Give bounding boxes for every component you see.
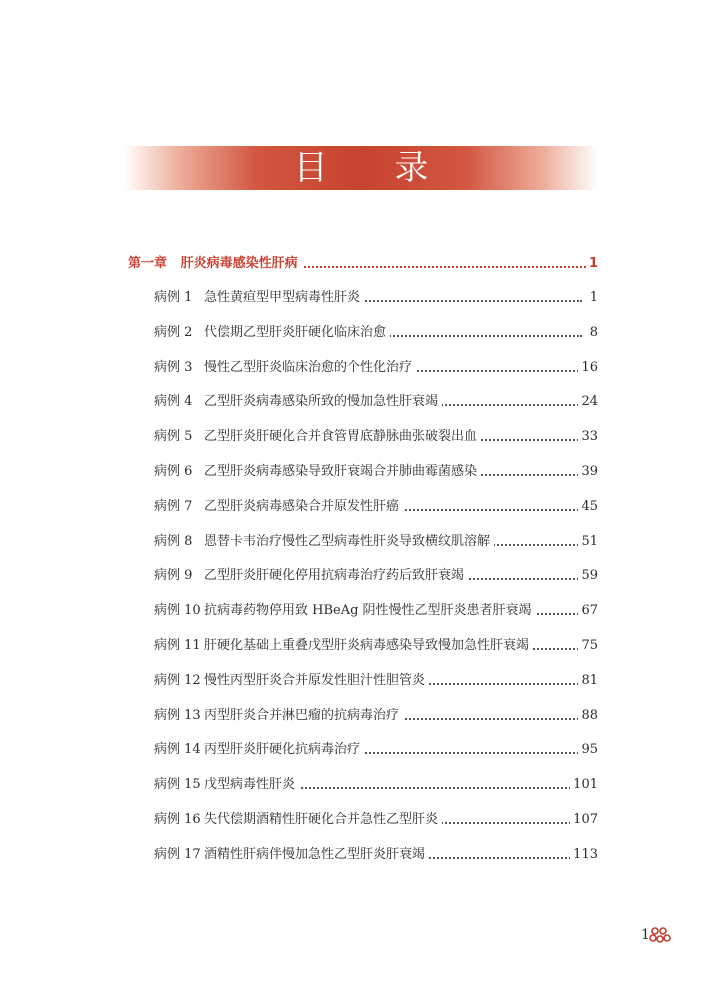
case-title: 乙型肝炎病毒感染所致的慢加急性肝衰竭: [204, 394, 439, 410]
case-heading: [154, 498, 403, 516]
case-label: 病例 12: [154, 672, 201, 688]
case-heading: [154, 463, 481, 481]
chapter-title: 肝炎病毒感染性肝病: [180, 256, 298, 271]
case-label: 病例 8: [154, 533, 193, 549]
case-heading: [154, 741, 364, 759]
toc-case-entry[interactable]: [0, 284, 722, 312]
case-page-number: 67: [578, 602, 598, 620]
case-title: 抗病毒药物停用致 HBeAg 阴性慢性乙型肝炎患者肝衰竭: [204, 603, 532, 619]
case-label: 病例 16: [154, 812, 201, 827]
case-heading: [154, 637, 533, 655]
case-heading: [154, 324, 390, 342]
toc-case-entry[interactable]: [0, 841, 722, 869]
case-title: 乙型肝炎肝硬化合并食管胃底静脉曲张破裂出血: [204, 429, 478, 445]
case-label: 病例 14: [154, 742, 201, 758]
toc-case-entry[interactable]: [0, 736, 722, 764]
case-page-number: 1: [587, 289, 598, 307]
case-title: 丙型肝炎肝硬化抗病毒治疗: [204, 742, 361, 758]
case-label: 病例 9: [154, 568, 193, 584]
case-title: 慢性丙型肝炎合并原发性胆汁性胆管炎: [204, 672, 426, 688]
chapter-label: 第一章: [128, 256, 168, 271]
case-label: 病例 17: [154, 846, 201, 862]
case-page-number: 45: [578, 498, 598, 516]
case-page-number: 24: [578, 393, 598, 411]
toc-case-entry[interactable]: [0, 458, 722, 486]
case-heading: [154, 672, 429, 690]
toc-case-entry[interactable]: [0, 806, 722, 834]
chapter-page-number: 1: [586, 255, 598, 273]
toc-case-entry[interactable]: [0, 771, 722, 799]
case-heading: [154, 846, 429, 864]
case-page-number: 39: [578, 463, 598, 481]
case-heading: [154, 602, 536, 620]
case-label: 病例 1: [154, 290, 193, 305]
toc-case-entry[interactable]: [0, 667, 722, 695]
case-title: 酒精性肝病伴慢加急性乙型肝炎肝衰竭: [204, 846, 426, 862]
toc-case-entry[interactable]: [0, 388, 722, 416]
toc-case-entry[interactable]: [0, 493, 722, 521]
publisher-logo-icon: [649, 926, 671, 944]
case-page-number: 16: [578, 359, 598, 377]
title-banner: [124, 146, 598, 190]
case-page-number: 33: [578, 428, 598, 446]
toc-case-entry[interactable]: [0, 562, 722, 590]
footer-page-number: 1: [641, 927, 650, 943]
case-title: 慢性乙型肝炎临床治愈的个性化治疗: [204, 359, 413, 375]
case-title: 乙型肝炎病毒感染导致肝衰竭合并肺曲霉菌感染: [204, 464, 478, 479]
case-label: 病例 2: [154, 324, 193, 340]
case-title: 肝硬化基础上重叠戊型肝炎病毒感染导致慢加急性肝衰竭: [204, 638, 530, 653]
toc-case-entry[interactable]: [0, 319, 722, 347]
toc-case-entry[interactable]: [0, 528, 722, 556]
chapter-heading: [128, 255, 302, 273]
case-page-number: 101: [570, 776, 598, 794]
case-page-number: 81: [578, 672, 598, 690]
case-label: 病例 13: [154, 707, 201, 723]
toc-case-entry[interactable]: [0, 597, 722, 625]
case-title: 乙型肝炎肝硬化停用抗病毒治疗药后致肝衰竭: [204, 568, 465, 584]
case-title: 戊型病毒性肝炎: [204, 777, 296, 793]
case-label: 病例 10: [154, 603, 201, 619]
case-title: 恩替卡韦治疗慢性乙型病毒性肝炎导致横纹肌溶解: [204, 533, 491, 549]
case-page-number: 107: [570, 811, 598, 829]
case-page-number: 8: [587, 324, 598, 342]
case-heading: [154, 776, 299, 794]
case-page-number: 75: [578, 637, 598, 655]
case-title: 乙型肝炎病毒感染合并原发性肝癌: [204, 498, 400, 514]
case-heading: [154, 428, 481, 446]
case-label: 病例 15: [154, 777, 201, 793]
toc-case-entry[interactable]: [0, 632, 722, 660]
toc-case-entry[interactable]: [0, 702, 722, 730]
case-page-number: 51: [578, 533, 598, 551]
case-page-number: 95: [578, 741, 598, 759]
case-heading: [154, 359, 416, 377]
case-heading: [154, 533, 494, 551]
page-title: 目 录: [293, 148, 457, 188]
case-label: 病例 5: [154, 429, 193, 445]
case-title: 失代偿期酒精性肝硬化合并急性乙型肝炎: [204, 812, 439, 827]
case-heading: [154, 811, 442, 829]
toc-case-entry[interactable]: [0, 423, 722, 451]
case-page-number: 88: [578, 707, 598, 725]
case-label: 病例 4: [154, 394, 193, 410]
case-page-number: 113: [570, 846, 598, 864]
toc-chapter-entry[interactable]: [0, 250, 722, 278]
case-label: 病例 11: [154, 638, 201, 653]
toc-case-entry[interactable]: [0, 354, 722, 382]
case-heading: [154, 567, 468, 585]
case-heading: [154, 707, 403, 725]
case-heading: [154, 393, 442, 411]
case-title: 丙型肝炎合并淋巴瘤的抗病毒治疗: [204, 707, 400, 723]
case-label: 病例 6: [154, 464, 193, 479]
case-label: 病例 3: [154, 359, 193, 375]
case-title: 代偿期乙型肝炎肝硬化临床治愈: [204, 324, 387, 340]
case-heading: [154, 289, 364, 307]
case-page-number: 59: [578, 567, 598, 585]
case-title: 急性黄疸型甲型病毒性肝炎: [204, 290, 361, 305]
case-label: 病例 7: [154, 498, 193, 514]
